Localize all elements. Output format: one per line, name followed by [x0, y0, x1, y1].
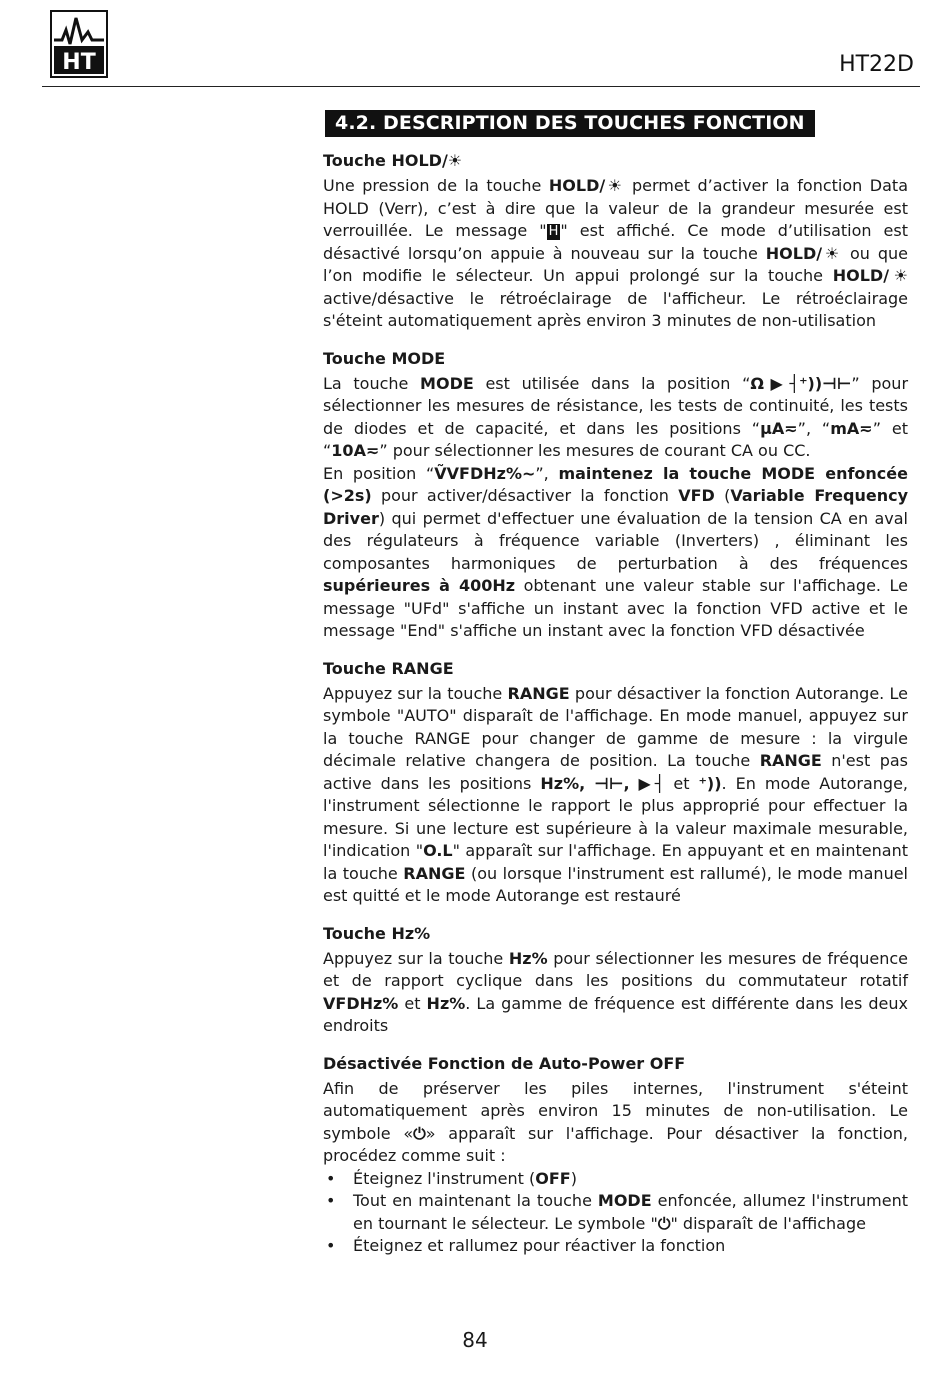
lamp-icon: ☀: [447, 151, 463, 170]
lamp-icon: ☀: [605, 176, 625, 195]
header-rule: [42, 86, 920, 87]
10a-icon: 10A≂: [331, 441, 380, 460]
ht-logo: [50, 10, 108, 78]
model-name: HT22D: [839, 52, 914, 77]
mode-text: La touche MODE est utilisée dans la position “Ω▶┤⁺))⊣⊢” pour sélectionner les mesures de résistance, les tests de continuité, les tests de diodes et de capacité, et dans les positions “µA≂”, “mA≂” et “10A≂” pour sélectionner les mesures de courant CA ou CC.: [323, 373, 909, 460]
mode-vfd-text: En position “ṼVFDHz%~”, maintenez la touche MODE enfoncée (>2s) pour activer/désactiver la fonction VFD (Variable Frequency Driver) qui permet d'effectuer une évaluation de la tension CA en aval des régulateurs à fréquence variable (Inverters) , éliminant les composantes harmoniques de perturbation à des fréquences supérieures à 400Hz obtenant une valeur stable sur l'affichage. Le message "UFd" s'affiche un instant avec la fonction VFD active et le message "End" s'affiche un instant avec la fonction VFD désactivée: [323, 463, 909, 640]
lamp-icon: ☀: [889, 266, 909, 285]
page-number: 84: [462, 1328, 488, 1352]
apo-steps: [323, 1168, 908, 1258]
lamp-icon: ☀: [822, 243, 843, 263]
apo-text: Afin de préserver les piles internes, l'instrument s'éteint automatiquement après environ 15 minutes de non-utilisation. Le symbole «⏻» apparaît sur l'affichage. Pour désactiver la fonction, procédez comme suit :: [323, 1078, 909, 1165]
hold-title: Touche HOLD/☀: [323, 151, 463, 170]
range-block: [323, 657, 908, 908]
hz-title: Touche Hz%: [323, 923, 431, 943]
hold-indicator-icon: H: [548, 224, 559, 239]
ohm-diode-buzzer-cap-icon: Ω▶┤⁺))⊣⊢: [750, 373, 852, 393]
ma-icon: mA≂: [830, 418, 873, 438]
diode-icon: ▶┤: [638, 773, 665, 793]
hold-block: [323, 149, 908, 333]
apo-title: Désactivée Fonction de Auto-Power OFF: [323, 1053, 686, 1073]
buzzer-icon: ⁺)): [698, 773, 722, 793]
vfd-position-icon: ṼVFDHz%~: [434, 463, 536, 483]
hz-block: [323, 922, 908, 1038]
hold-text: Une pression de la touche HOLD/☀ permet d’activer la fonction Data HOLD (Verr), c’est à dire que la valeur de la grandeur mesurée est verrouillée. Le message " H " est affiché. Ce mode d’utilisation est désactivé lorsqu’on appuie à nouveau sur la touche HOLD/☀ ou que l’on modifie le sélecteur. Un appui prolongé sur la touche HOLD/☀ active/désactive le rétroéclairage de l'afficheur. Le rétroéclairage s'éteint automatiquement après environ 3 minutes de non-utilisation: [323, 176, 909, 330]
hz-text: Appuyez sur la touche Hz% pour sélectionner les mesures de fréquence et de rapport cyclique dans les positions du commutateur rotatif VFDHz% et Hz%. La gamme de fréquence est différente dans les deux endroits: [323, 948, 909, 1035]
mode-title: Touche MODE: [323, 348, 446, 368]
list-item: • Éteignez et rallumez pour réactiver la fonction: [326, 1236, 726, 1255]
ua-icon: µA≂: [760, 418, 798, 438]
auto-power-off-icon: ⏻: [657, 1213, 671, 1233]
range-text: Appuyez sur la touche RANGE pour désactiver la fonction Autorange. Le symbole "AUTO" disparaît de l'affichage. En mode manuel, appuyez sur la touche RANGE pour changer de gamme de mesure : la virgule décimale relative changera de position. La touche RANGE n'est pas active dans les positions Hz%, ⊣⊢, ▶┤ et ⁺)). En mode Autorange, l'instrument sélectionne le rapport le plus approprié pour effectuer la mesure. Si une lecture est supérieure à la valeur maximale mesurable, l'indication "O.L" apparaît sur l'affichage. En appuyant et en maintenant la touche RANGE (ou lorsque l'instrument est rallumé), le mode manuel est quitté et le mode Autorange est restauré: [323, 683, 909, 905]
capacitor-icon: ⊣⊢,: [594, 773, 630, 793]
section-title: 4.2. DESCRIPTION DES TOUCHES FONCTION: [325, 110, 815, 137]
list-item: • Tout en maintenant la touche MODE enfoncée, allumez l'instrument en tournant le sélecteur. Le symbole "⏻" disparaît de l'affichage: [326, 1191, 909, 1233]
auto-power-off-icon: ⏻: [413, 1123, 426, 1143]
mode-block: [323, 347, 908, 643]
content: [323, 110, 908, 1272]
list-item: • Éteignez l'instrument (OFF): [326, 1168, 577, 1188]
logo-text: HT: [62, 50, 96, 75]
range-title: Touche RANGE: [323, 658, 454, 678]
apo-block: [323, 1052, 908, 1258]
